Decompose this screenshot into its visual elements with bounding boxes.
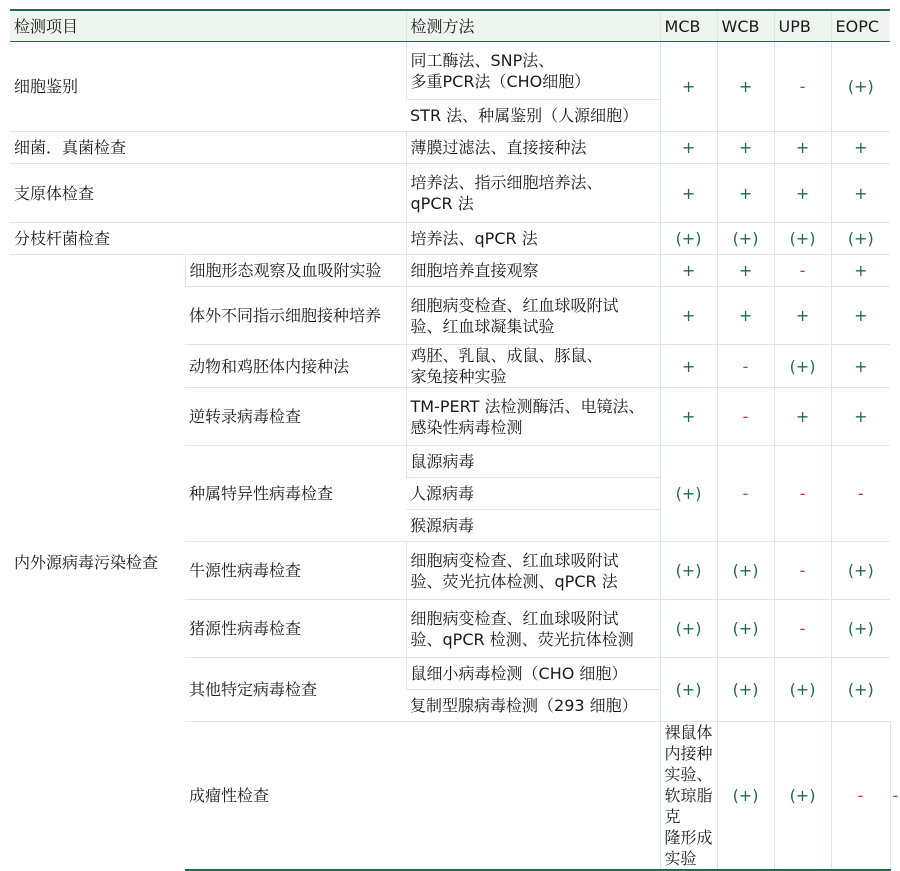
- method: 细胞病变检查、红血球吸附试 验、荧光抗体检测、qPCR 法: [406, 542, 660, 600]
- mark-mcb: (+): [660, 600, 717, 658]
- mark-upb: -: [774, 542, 831, 600]
- header-upb: UPB: [774, 10, 831, 42]
- mark-mcb: +: [660, 388, 717, 446]
- mark-eopc: -: [831, 446, 890, 542]
- mark-upb: +: [774, 132, 831, 164]
- sub-label: 其他特定病毒检查: [185, 658, 406, 722]
- mark-eopc: (+): [831, 658, 890, 722]
- sub-label: 牛源性病毒检查: [185, 542, 406, 600]
- mark-wcb: +: [717, 287, 774, 345]
- method-mycobacterium: 培养法、qPCR 法: [406, 223, 660, 255]
- method-mycoplasma: 培养法、指示细胞培养法、 qPCR 法: [406, 164, 660, 223]
- mark-wcb: (+): [717, 223, 774, 255]
- sub-label: 逆转录病毒检查: [185, 388, 406, 446]
- row-label-mycobacterium: 分枝杆菌检查: [10, 223, 406, 255]
- method-bacteria: 薄膜过滤法、直接接种法: [406, 132, 660, 164]
- mark-wcb: +: [717, 255, 774, 287]
- mark-wcb: -: [717, 388, 774, 446]
- table-row: [10, 223, 890, 255]
- header-method: 检测方法: [406, 10, 660, 42]
- row-label-mycoplasma: 支原体检查: [10, 164, 406, 223]
- row-label-cell-id: 细胞鉴别: [10, 42, 406, 132]
- mark-eopc: +: [831, 132, 890, 164]
- mark-mcb: (+): [660, 658, 717, 722]
- method: 细胞培养直接观察: [406, 255, 660, 287]
- mark-mcb: +: [660, 42, 717, 132]
- mark-wcb: +: [717, 132, 774, 164]
- mark-upb: +: [774, 287, 831, 345]
- sub-label: 猪源性病毒检查: [185, 600, 406, 658]
- mark-upb: +: [774, 388, 831, 446]
- mark-mcb: +: [660, 345, 717, 388]
- mark-wcb: -: [717, 345, 774, 388]
- method: 鼠细小病毒检测（CHO 细胞）: [406, 658, 660, 690]
- mark-wcb: (+): [717, 658, 774, 722]
- row-label-bacteria: 细菌．真菌检查: [10, 132, 406, 164]
- mark-mcb: +: [660, 255, 717, 287]
- sub-label: 细胞形态观察及血吸附实验: [185, 255, 406, 287]
- sub-label: 种属特异性病毒检查: [185, 446, 406, 542]
- row-label-virus: 内外源病毒污染检查: [10, 255, 185, 871]
- mark-eopc: +: [831, 345, 890, 388]
- method: 鸡胚、乳鼠、成鼠、豚鼠、 家兔接种实验: [406, 345, 660, 388]
- mark-eopc: (+): [831, 42, 890, 132]
- table-row: 成瘤性检查 裸鼠体内接种实验、软琼脂克 隆形成实验 (+) (+) - -: [10, 722, 890, 871]
- mark-mcb: +: [660, 287, 717, 345]
- method: 猴源病毒: [406, 510, 660, 542]
- header-row: [10, 10, 890, 42]
- sub-label: 体外不同指示细胞接种培养: [185, 287, 406, 345]
- header-mcb: MCB: [660, 10, 717, 42]
- row-label-tumor: 成瘤性检查: [185, 722, 660, 871]
- mark-upb: -: [831, 722, 890, 871]
- mark-upb: (+): [774, 223, 831, 255]
- mark-upb: +: [774, 164, 831, 223]
- mark-wcb: (+): [717, 600, 774, 658]
- header-wcb: WCB: [717, 10, 774, 42]
- mark-mcb: (+): [717, 722, 774, 871]
- table-row: [10, 132, 890, 164]
- mark-eopc: +: [831, 287, 890, 345]
- method: 复制型腺病毒检测（293 细胞）: [406, 690, 660, 722]
- mark-eopc: (+): [831, 600, 890, 658]
- mark-mcb: (+): [660, 446, 717, 542]
- mark-eopc: +: [831, 388, 890, 446]
- mark-upb: -: [774, 255, 831, 287]
- table-row: [10, 164, 890, 223]
- mark-eopc: (+): [831, 223, 890, 255]
- header-eopc: EOPC: [831, 10, 890, 42]
- method-cell-id-2: STR 法、种属鉴别（人源细胞）: [406, 100, 660, 132]
- test-items-table: [10, 9, 899, 871]
- method-cell-id-1: 同工酶法、SNP法、 多重PCR法（CHO细胞）: [406, 42, 660, 100]
- header-item: 检测项目: [10, 10, 406, 42]
- mark-wcb: -: [717, 446, 774, 542]
- mark-mcb: +: [660, 164, 717, 223]
- mark-eopc: +: [831, 164, 890, 223]
- mark-eopc: (+): [831, 542, 890, 600]
- mark-eopc: +: [831, 255, 890, 287]
- mark-wcb: (+): [717, 542, 774, 600]
- mark-upb: (+): [774, 658, 831, 722]
- method: 细胞病变检查、红血球吸附试 验、红血球凝集试验: [406, 287, 660, 345]
- mark-upb: -: [774, 42, 831, 132]
- mark-mcb: (+): [660, 223, 717, 255]
- table-row: [10, 42, 890, 100]
- mark-upb: (+): [774, 345, 831, 388]
- mark-wcb: +: [717, 42, 774, 132]
- method: 细胞病变检查、红血球吸附试 验、qPCR 检测、荧光抗体检测: [406, 600, 660, 658]
- mark-mcb: (+): [660, 542, 717, 600]
- method: TM-PERT 法检测酶活、电镜法、 感染性病毒检测: [406, 388, 660, 446]
- mark-wcb: (+): [774, 722, 831, 871]
- mark-upb: -: [774, 600, 831, 658]
- sub-label: 动物和鸡胚体内接种法: [185, 345, 406, 388]
- mark-upb: -: [774, 446, 831, 542]
- mark-mcb: +: [660, 132, 717, 164]
- method: 鼠源病毒: [406, 446, 660, 478]
- table-row: [10, 255, 890, 287]
- method: 人源病毒: [406, 478, 660, 510]
- mark-wcb: +: [717, 164, 774, 223]
- method-tumor: 裸鼠体内接种实验、软琼脂克 隆形成实验: [660, 722, 717, 871]
